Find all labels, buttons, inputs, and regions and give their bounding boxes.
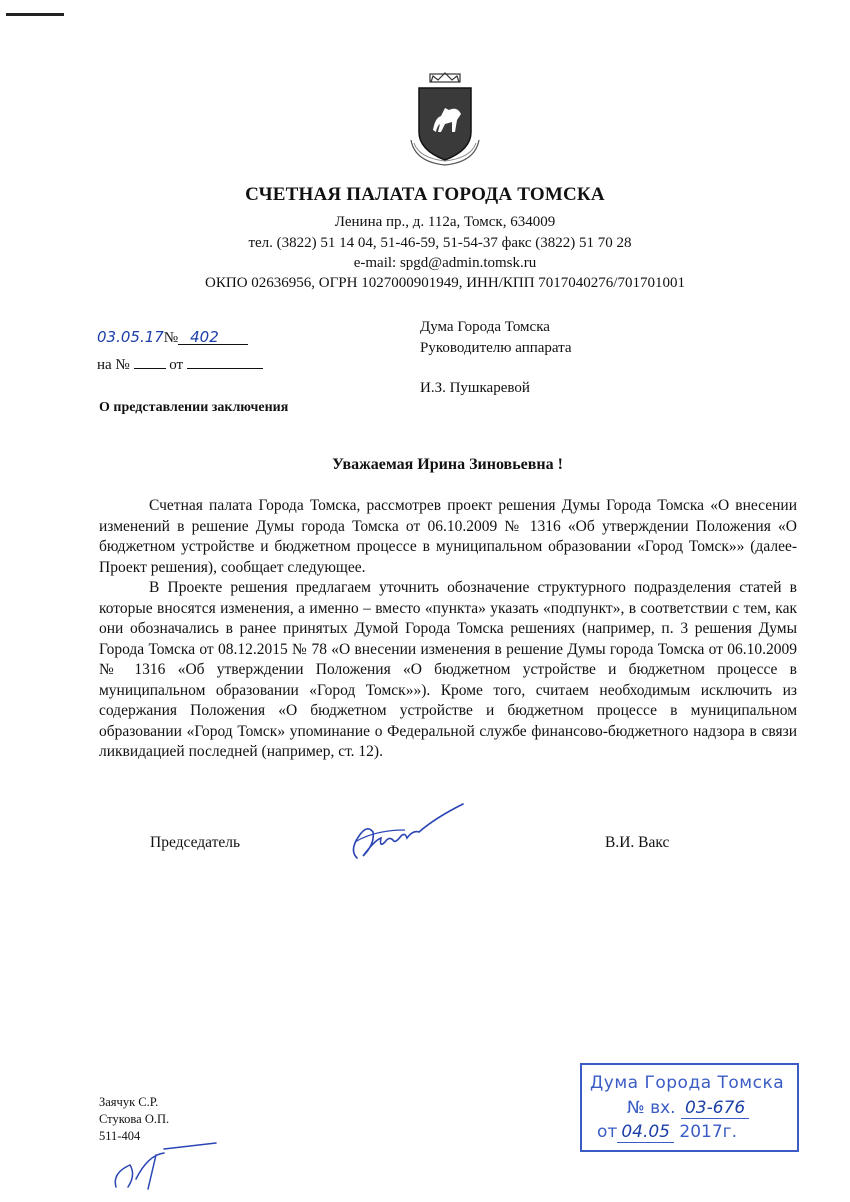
letter-body <box>99 496 797 763</box>
executor-1: Заячук С.Р. <box>99 1095 159 1109</box>
chairman-signature <box>345 800 470 870</box>
stamp-year-value: 2017 <box>679 1122 723 1142</box>
organization-name: СЧЕТНАЯ ПАЛАТА ГОРОДА ТОМСКА <box>245 184 605 205</box>
stamp-number-row <box>627 1098 749 1118</box>
salutation: Уважаемая Ирина Зиновьевна ! <box>332 456 563 473</box>
stamp-date-label: от <box>597 1122 618 1142</box>
organization-email: e-mail: spgd@admin.tomsk.ru <box>353 255 537 271</box>
outgoing-reference <box>97 328 248 347</box>
executor-phone: 511-404 <box>99 1129 141 1143</box>
registration-stamp <box>580 1063 799 1152</box>
organization-phones: тел. (3822) 51 14 04, 51-46-59, 51-54-37 факс (3822) 51 70 28 <box>248 235 632 251</box>
signatory-title: Председатель <box>150 834 241 851</box>
executor-2: Стукова О.П. <box>99 1112 170 1126</box>
stamp-year-suffix: г. <box>722 1122 737 1142</box>
stamp-date-value: 04.05 <box>617 1122 674 1143</box>
recipient-position: Руководителю аппарата <box>420 340 572 356</box>
in-reply-label: на № <box>97 357 130 373</box>
scan-edge-mark <box>6 13 64 16</box>
outgoing-number: 402 <box>190 328 219 346</box>
organization-address: Ленина пр., д. 112а, Томск, 634009 <box>334 214 556 230</box>
body-paragraph-1: Счетная палата Города Томска, рассмотрев проект решения Думы Города Томска «О внесении изменений в решение Думы города Томска от 06.10.2009 № 1316 «Об утверждении Положения «О бюджетном устройстве и бюджетном процессе в муниципальном образовании «Город Томск»» (далее- Проект решения), сообщает следующее. <box>99 497 797 576</box>
body-paragraph-2: В Проекте решения предлагаем уточнить обозначение структурного подразделения статей в которые вносятся изменения, а именно – вместо «пункта» указать «подпункт», в соответствии с тем, как они обозначались в ранее принятых Думой Города Томска решениях (например, п. 3 решения Думы Города Томска от 08.12.2015 № 78 «О внесении изменения в решение Думы города Томска от 06.10.2009 № 1316 «Об утверждении Положения «О бюджетном устройстве и бюджетном процессе в муниципальном образовании «Город Томск»»). Кроме того, считаем необходимым исключить из содержания Положения «О бюджетном устройстве и бюджетном процессе в муниципальном образовании «Город Томск» упоминание о Федеральной службе финансово-бюджетного надзора в связи ликвидацией последней (например, ст. 12). <box>99 579 797 760</box>
recipient-organization: Дума Города Томска <box>420 319 550 335</box>
recipient-name: И.З. Пушкаревой <box>420 380 530 396</box>
letter-subject: О представлении заключения <box>99 400 289 415</box>
stamp-date-row <box>597 1122 737 1142</box>
stamp-number-label: № вх. <box>627 1098 676 1118</box>
from-label: от <box>169 357 184 373</box>
outgoing-date: 03.05.17 <box>97 328 164 346</box>
tomsk-coat-of-arms-icon <box>405 70 485 170</box>
organization-codes: ОКПО 02636956, ОГРН 1027000901949, ИНН/КПП 7017040276/701701001 <box>205 275 685 291</box>
stamp-title: Дума Города Томска <box>590 1073 785 1093</box>
signatory-name: В.И. Вакс <box>605 834 670 851</box>
outgoing-number-label: № <box>163 330 179 346</box>
executor-signature <box>108 1135 218 1195</box>
stamp-number-value: 03-676 <box>681 1098 749 1119</box>
incoming-reference <box>97 352 263 374</box>
